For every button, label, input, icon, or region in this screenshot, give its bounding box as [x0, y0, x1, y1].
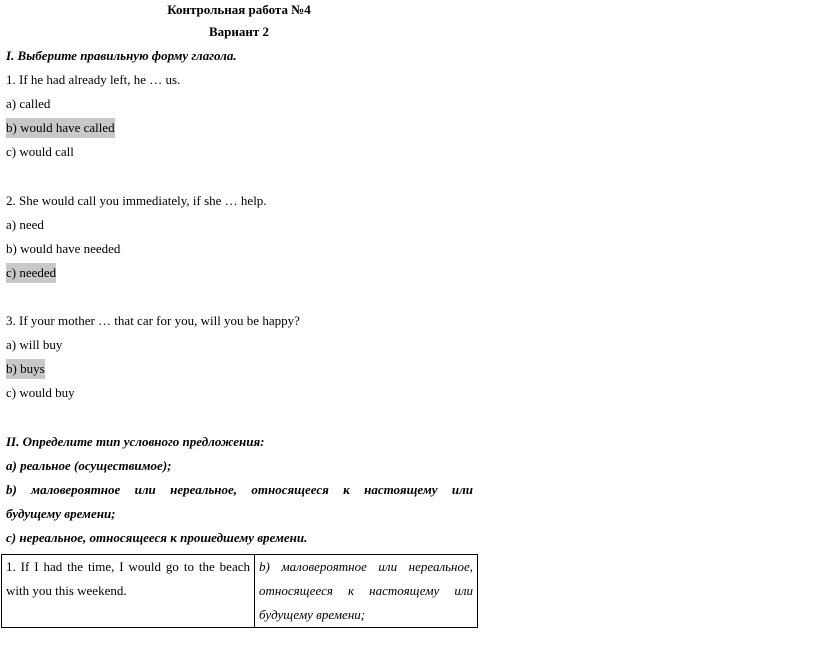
q1-option-a[interactable]: a) called — [6, 96, 51, 111]
answer-cell[interactable]: b) маловероятное или нереальное, относящееся к настоящему или будущему времени; — [255, 555, 478, 628]
type-c: с) нереальное, относящееся к прошедшему времени. — [6, 530, 308, 545]
document-title: Контрольная работа №4 — [167, 2, 311, 17]
q1-option-b-selected[interactable]: b) would have called — [6, 118, 115, 138]
q3-option-a[interactable]: a) will buy — [6, 337, 63, 352]
variant-heading: Вариант 2 — [208, 24, 270, 39]
type-b-continued: будущему времени; — [6, 506, 116, 521]
section2-heading: II. Определите тип условного предложения: — [6, 434, 265, 449]
q3-option-b-selected[interactable]: b) buys — [6, 359, 45, 379]
q1-option-c[interactable]: c) would call — [6, 144, 74, 159]
q3-option-c[interactable]: c) would buy — [6, 385, 75, 400]
q2-option-b[interactable]: b) would have needed — [6, 241, 121, 256]
q2-option-a[interactable]: a) need — [6, 217, 44, 232]
question-3: 3. If your mother … that car for you, will you be happy? — [6, 313, 300, 328]
q2-option-c-selected[interactable]: c) needed — [6, 263, 56, 283]
answer-table — [1, 554, 478, 628]
type-b: b) маловероятное или нереальное, относящееся к настоящему или — [6, 482, 473, 497]
question-2: 2. She would call you immediately, if she … help. — [6, 193, 267, 208]
sentence-cell: 1. If I had the time, I would go to the beach with you this weekend. — [2, 555, 255, 628]
table-row — [2, 555, 478, 628]
type-a: а) реальное (осуществимое); — [6, 458, 172, 473]
question-1: 1. If he had already left, he … us. — [6, 72, 181, 87]
section1-heading: I. Выберите правильную форму глагола. — [6, 48, 237, 63]
